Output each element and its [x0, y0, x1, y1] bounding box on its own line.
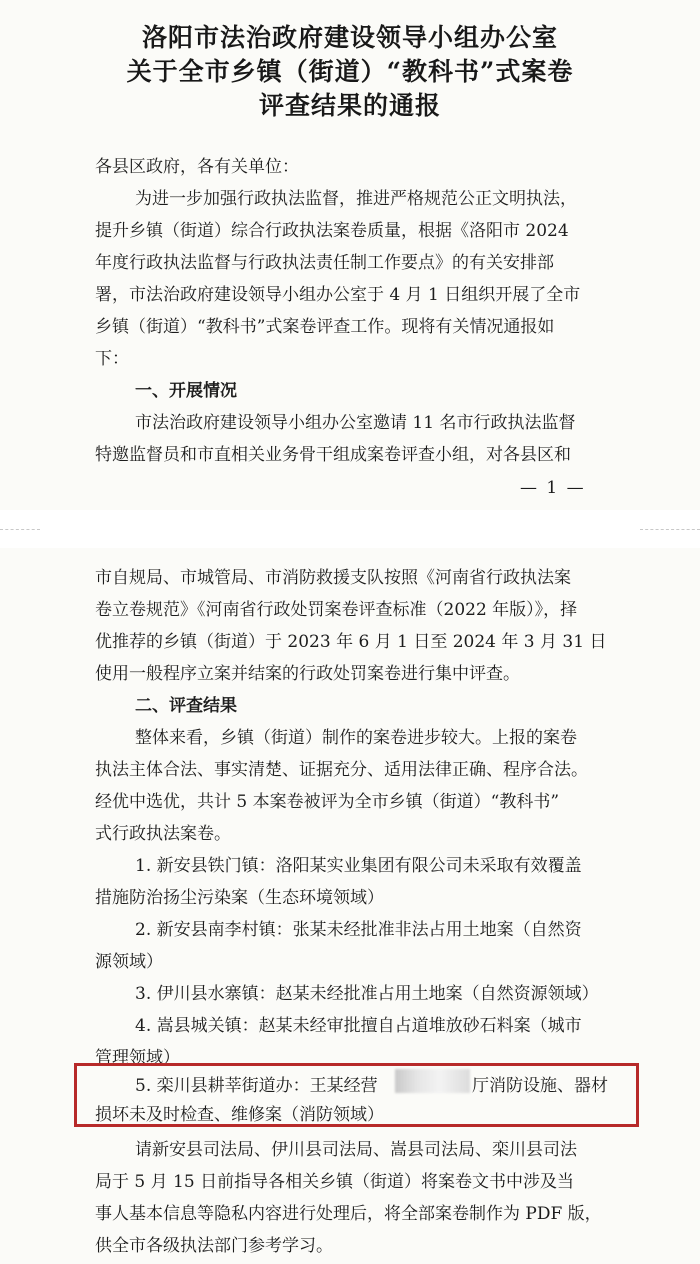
list-item-5-prefix: 5. 栾川县耕莘街道办：王某经营: [135, 1076, 378, 1096]
cut-line: [0, 529, 40, 530]
paragraph-line: 执法主体合法、事实清楚、证据充分、适用法律正确、程序合法。: [95, 760, 588, 780]
paragraph-line: 署，市法治政府建设领导小组办公室于 4 月 1 日组织开展了全市: [95, 285, 581, 305]
document-page-1: [0, 0, 700, 510]
paragraph-line: 局于 5 月 15 日前指导各相关乡镇（街道）将案卷文书中涉及当: [95, 1172, 575, 1192]
page-number: — 1 —: [520, 478, 586, 498]
list-item: 2. 新安县南李村镇：张某未经批准非法占用土地案（自然资: [135, 920, 582, 940]
document-title-line-3: 评查结果的通报: [258, 91, 441, 120]
paragraph-line: 供全市各级执法部门参考学习。: [95, 1236, 333, 1256]
section-heading-1: 一、开展情况: [135, 381, 237, 401]
paragraph-line: 下：: [95, 349, 129, 369]
paragraph-line: 市法治政府建设领导小组办公室邀请 11 名市行政执法监督: [135, 413, 576, 433]
list-item: 1. 新安县铁门镇：洛阳某实业集团有限公司未采取有效覆盖: [135, 856, 582, 876]
list-item: 4. 嵩县城关镇：赵某未经审批擅自占道堆放砂石料案（城市: [135, 1016, 582, 1036]
paragraph-line: 为进一步加强行政执法监督，推进严格规范公正文明执法，: [135, 189, 577, 209]
section-heading-2: 二、评查结果: [135, 696, 237, 716]
paragraph-line: 年度行政执法监督与行政执法责任制工作要点》的有关安排部: [95, 253, 554, 273]
paragraph-line: 乡镇（街道）“教科书”式案卷评查工作。现将有关情况通报如: [95, 317, 555, 337]
paragraph-line: 优推荐的乡镇（街道）于 2023 年 6 月 1 日至 2024 年 3 月 31 日: [95, 632, 607, 652]
highlight-box: [74, 1063, 639, 1127]
paragraph-line: 式行政执法案卷。: [95, 824, 231, 844]
list-item-continued: 管理领域）: [95, 1048, 180, 1068]
paragraph-line: 请新安县司法局、伊川县司法局、嵩县司法局、栾川县司法: [135, 1140, 577, 1160]
document-title-line-1: 洛阳市法治政府建设领导小组办公室: [141, 23, 558, 52]
list-item-5-continued: 损坏未及时检查、维修案（消防领域）: [95, 1105, 384, 1125]
list-item-5-suffix: 厅消防设施、器材: [472, 1076, 608, 1096]
paragraph-line: 提升乡镇（街道）综合行政执法案卷质量，根据《洛阳市 2024: [95, 221, 569, 241]
paragraph-line: 使用一般程序立案并结案的行政处罚案卷进行集中评查。: [95, 664, 520, 684]
paragraph-line: 市自规局、市城管局、市消防救援支队按照《河南省行政执法案: [95, 568, 571, 588]
paragraph-line: 整体来看，乡镇（街道）制作的案卷进步较大。上报的案卷: [135, 728, 577, 748]
paragraph-line: 事人基本信息等隐私内容进行处理后，将全部案卷制作为 PDF 版，: [95, 1204, 602, 1224]
paragraph-line: 特邀监督员和市直相关业务骨干组成案卷评查小组，对各县区和: [95, 445, 571, 465]
cut-line: [640, 529, 700, 530]
salutation: 各县区政府，各有关单位：: [95, 157, 299, 177]
paragraph-line: 卷立卷规范》《河南省行政处罚案卷评查标准（2022 年版）》，择: [95, 600, 578, 620]
list-item: 3. 伊川县水寨镇：赵某未经批准占用土地案（自然资源领域）: [135, 984, 599, 1004]
paragraph-line: 经优中选优，共计 5 本案卷被评为全市乡镇（街道）“教科书”: [95, 792, 560, 812]
document-title-line-2: 关于全市乡镇（街道）“教科书”式案卷: [126, 57, 574, 86]
page-gap: [0, 510, 700, 548]
list-item-continued: 措施防治扬尘污染案（生态环境领域）: [95, 888, 384, 908]
list-item-continued: 源领域）: [95, 952, 163, 972]
